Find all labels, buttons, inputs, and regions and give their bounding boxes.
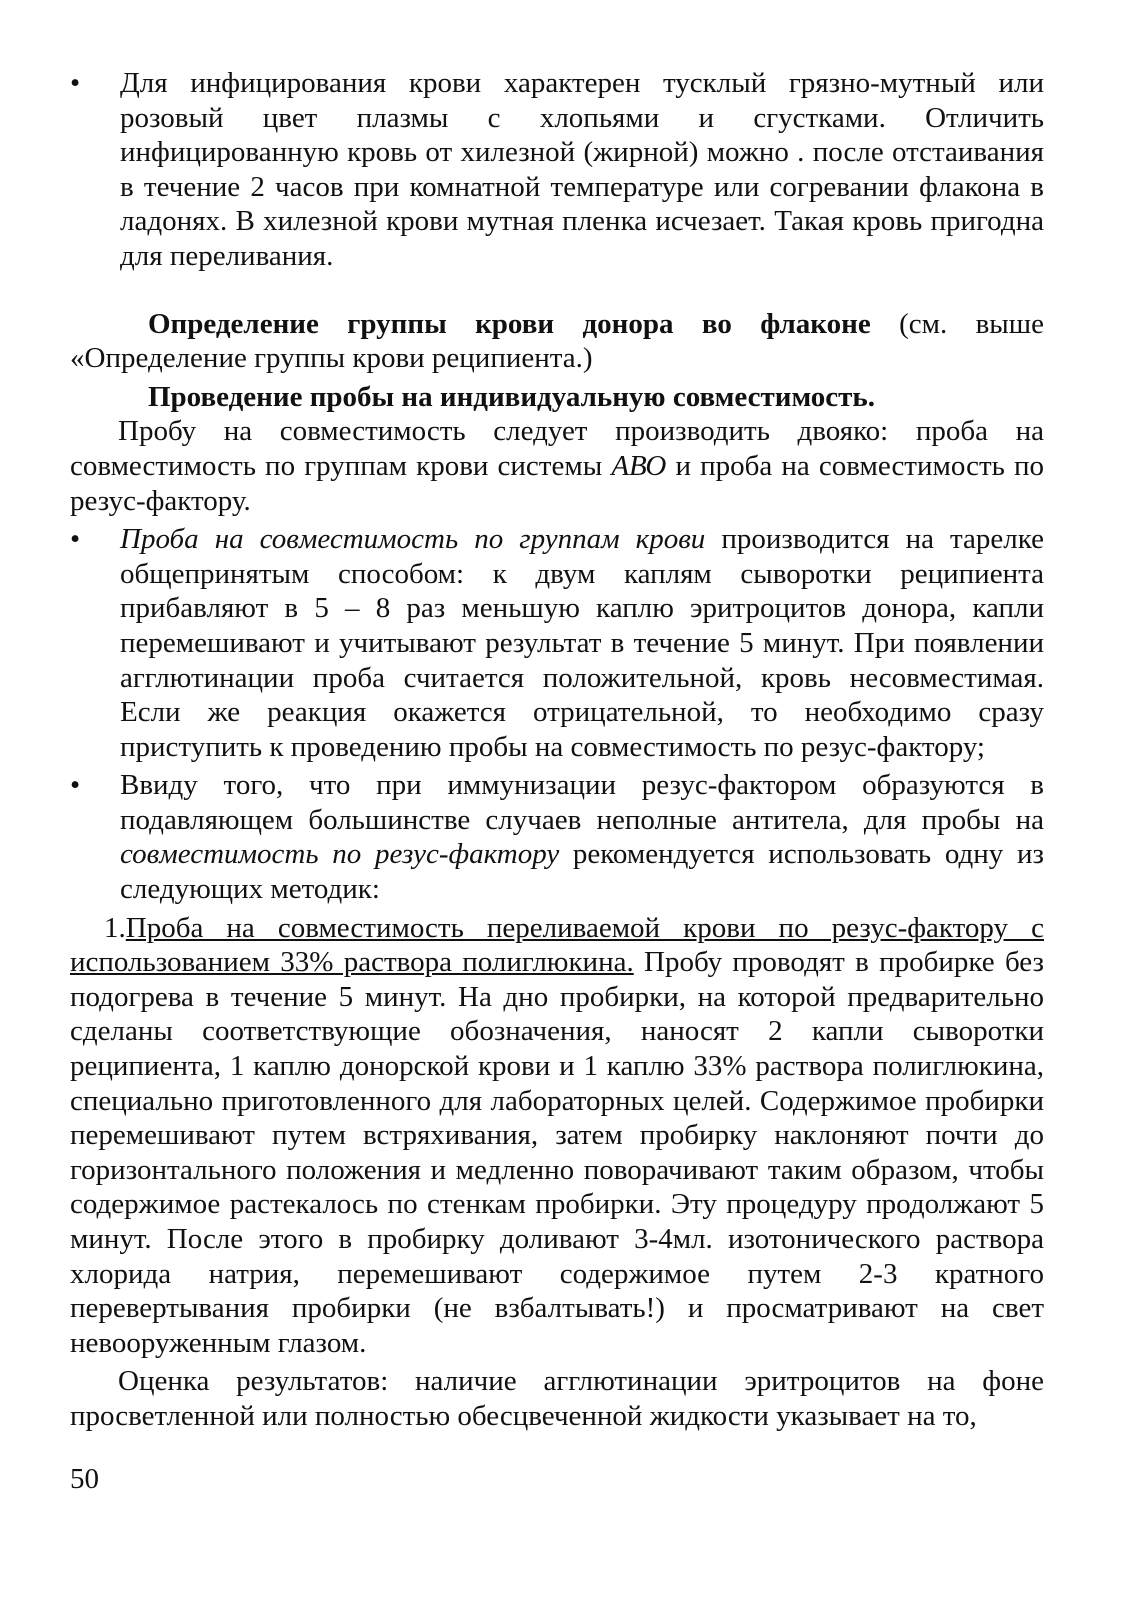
rh-compatibility-term: совместимость по резус-фактору xyxy=(120,838,560,871)
compatibility-intro-text-before: Пробу на совместимость следует производить двояко: проба на совместимость по группам крови системы xyxy=(70,415,1044,482)
bullet-marker: • xyxy=(70,769,81,802)
method-1-text: Пробу проводят в пробирке без подогрева в течение 5 минут. На дно пробирки, на которой предварительно сделаны соответствующие обозначения, наносят 2 капли сыворотки реципиента, 1 каплю донорской крови и 1 каплю 33% раствора полиглюкина, специально приготовленного для лабораторных целей. Содержимое пробирки перемешивают путем встряхивания, затем пробирку наклоняют почти до горизонтального положения и медленно поворачивают таким образом, чтобы содержимое растекалось по стенкам пробирки. Эту процедуру продолжают 5 минут. После этого в пробирку доливают 3-4мл. изотонического раствора хлорида натрия, перемешивают содержимое путем 2-3 кратного перевертывания пробирки (не взбалтывать!) и просматривают на свет невооруженным глазом. xyxy=(70,946,1044,1359)
evaluation-paragraph: Оценка результатов: наличие агглютинации эритроцитов на фоне просветленной или полностью обесцвеченной жидкости указывает на то, xyxy=(70,1365,1044,1432)
group-compatibility-term: Проба на совместимость по группам крови xyxy=(120,523,706,556)
method-1-paragraph xyxy=(70,911,1044,1361)
method-1-title: Проба на совместимость переливаемой крови по резус-фактору с использованием 33% раствора полиглюкина. xyxy=(70,911,1044,979)
bullet-infected-blood-text: Для инфицирования крови характерен тусклый грязно-мутный или розовый цвет плазмы с хлопьями и сгустками. Отличить инфицированную кровь от хилезной (жирной) можно . после отстаивания в течение 2 часов при комнатной температуре или согревании флакона в ладонях. В хилезной крови мутная пленка исчезает. Такая кровь пригодна для переливания. xyxy=(120,67,1044,272)
donor-group-paragraph xyxy=(70,307,1044,376)
compatibility-intro-text-after: и проба на совместимость по резус-фактору. xyxy=(70,449,1044,517)
bullet-infected-blood xyxy=(70,66,1044,274)
rh-compatibility-text-after: рекомендуется использовать одну из следующих методик: xyxy=(120,838,1044,906)
donor-group-note: (см. выше «Определение группы крови реципиента.) xyxy=(70,307,1044,375)
bullet-rh-compatibility xyxy=(70,768,1044,906)
document-page xyxy=(70,66,1044,1434)
bullet-marker: • xyxy=(70,67,81,99)
group-compatibility-text: производится на тарелке общепринятым способом: к двум каплям сыворотки реципиента прибавляют в 5 – 8 раз меньшую каплю эритроцитов донора, капли перемешивают и учитывают результат в течение 5 минут. При появлении агглютинации проба считается положительной, кровь несовместимая. Если же реакция окажется отрицательной, то необходимо сразу приступить к проведению пробы на совместимость по резус-фактору; xyxy=(120,523,1044,763)
bullet-group-compatibility xyxy=(70,522,1044,764)
compatibility-intro xyxy=(70,414,1044,518)
donor-group-heading: Определение группы крови донора во флаконе xyxy=(148,307,871,340)
abo-system: АВО xyxy=(611,449,667,482)
compatibility-heading: Проведение пробы на индивидуальную совместимость. xyxy=(148,380,876,413)
rh-compatibility-text-before: Ввиду того, что при иммунизации резус-фактором образуются в подавляющем большинстве случаев неполные антитела, для пробы на xyxy=(120,769,1044,836)
method-1-number: 1. xyxy=(104,911,126,944)
bullet-marker: • xyxy=(70,523,81,556)
page-number: 50 xyxy=(70,1463,99,1495)
